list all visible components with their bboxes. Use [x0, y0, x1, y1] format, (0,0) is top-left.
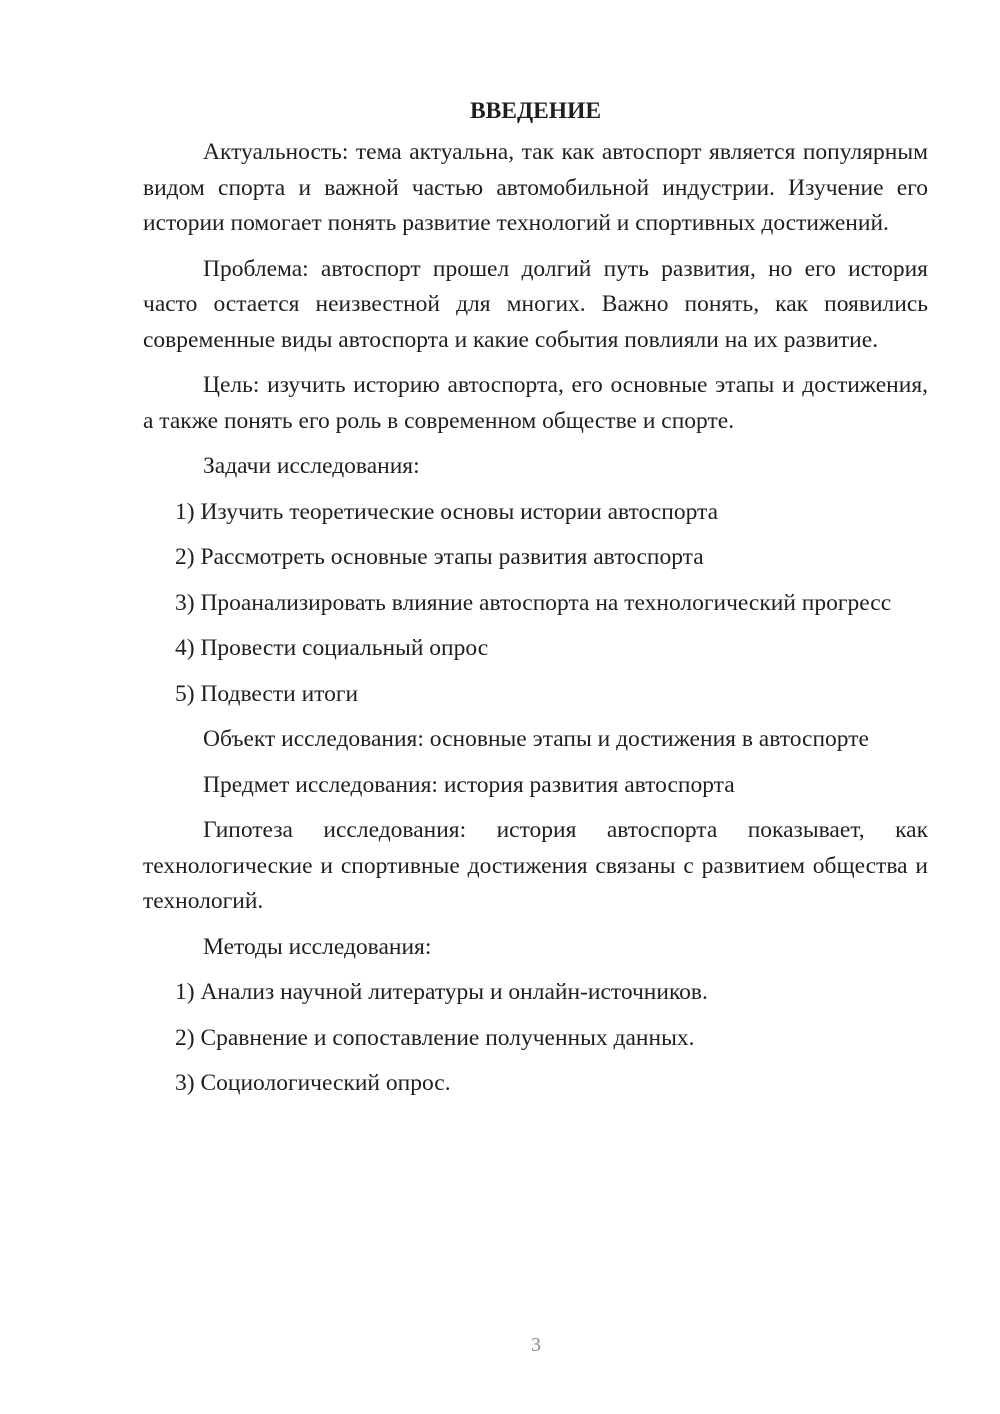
paragraph-problem: Проблема: автоспорт прошел долгий путь развития, но его история часто остается неизвестной для многих. Важно понять, как появились современные виды автоспорта и какие события повлияли на их развитие.	[143, 255, 928, 353]
research-hypothesis: Гипотеза исследования: история автоспорта показывает, как технологические и спортивные достижения связаны с развитием общества и технологий.	[143, 817, 928, 914]
paragraph-goal: Цель: изучить историю автоспорта, его основные этапы и достижения, а также понять его роль в современном обществе и спорте.	[143, 372, 928, 434]
research-subject: Предмет исследования: история развития автоспорта	[203, 771, 735, 798]
task-item: 2) Рассмотреть основные этапы развития автоспорта	[175, 544, 704, 570]
page-number: 3	[531, 1334, 541, 1356]
method-item: 3) Социологический опрос.	[175, 1070, 451, 1096]
method-item: 1) Анализ научной литературы и онлайн-источников.	[175, 979, 708, 1005]
task-item: 1) Изучить теоретические основы истории автоспорта	[175, 498, 719, 525]
paragraph-relevance: Актуальность: тема актуальна, так как автоспорт является популярным видом спорта и важной частью автомобильной индустрии. Изучение его истории помогает понять развитие технологий и спортивных достижений.	[143, 139, 928, 236]
task-item: 4) Провести социальный опрос	[175, 635, 489, 661]
method-item: 2) Сравнение и сопоставление полученных данных.	[175, 1024, 695, 1051]
task-item: 3) Проанализировать влияние автоспорта на технологический прогресс	[175, 589, 892, 616]
section-title: ВВЕДЕНИЕ	[469, 98, 602, 124]
methods-heading: Методы исследования:	[203, 933, 432, 960]
page-content	[143, 96, 928, 1112]
research-object: Объект исследования: основные этапы и достижения в автоспорте	[203, 726, 869, 752]
task-item: 5) Подвести итоги	[175, 680, 359, 707]
tasks-heading: Задачи исследования:	[203, 453, 420, 479]
